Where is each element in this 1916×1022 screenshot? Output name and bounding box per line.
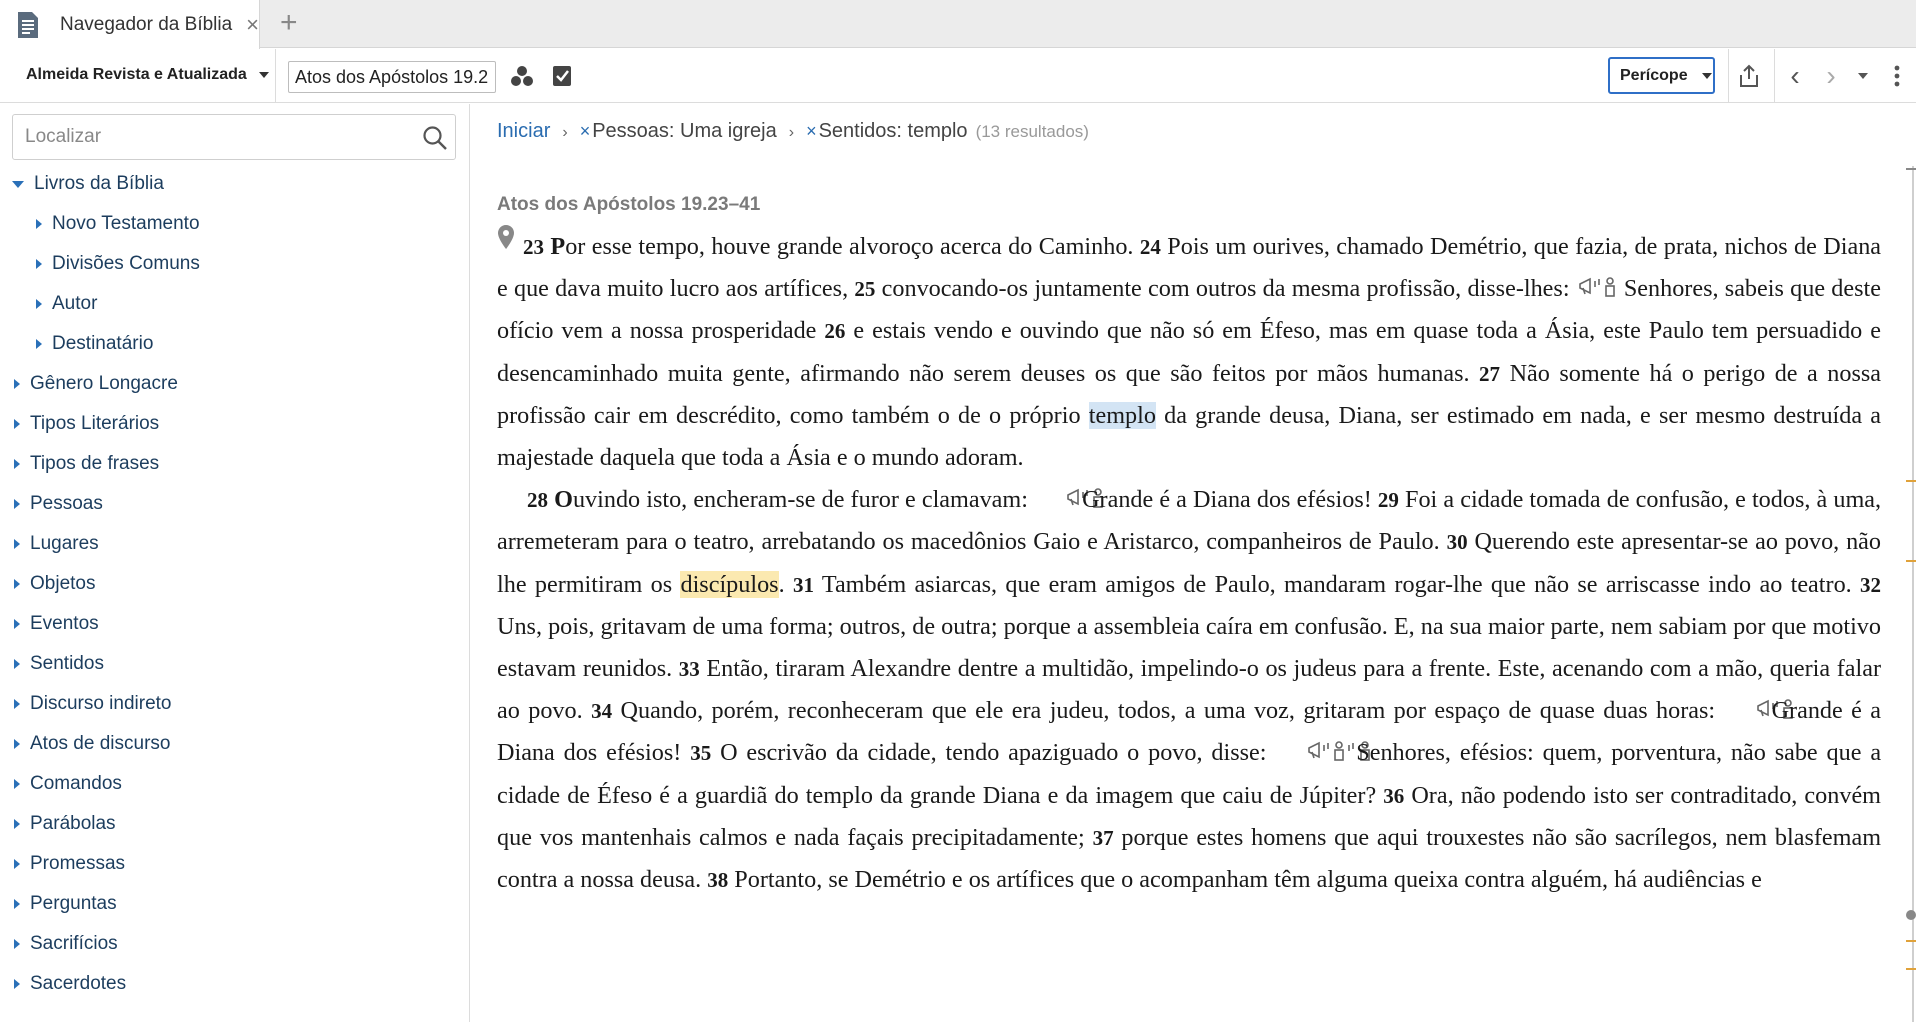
tab-title: Navegador da Bíblia — [60, 13, 233, 35]
verse-text: or esse tempo, houve grande alvoroço acerca do Caminho. — [565, 233, 1134, 260]
verse-text: Grande é a Diana dos efésios! — [497, 697, 1882, 767]
verse-text: Grande é a Diana dos efésios! — [1082, 486, 1372, 514]
chevron-down-icon — [259, 72, 269, 78]
tree-item[interactable] — [0, 284, 470, 324]
verse-text: Quando, porém, reconheceram que ele era judeu, todos, a uma voz, gritaram por espaço de quase duas horas: — [620, 697, 1716, 725]
verse-number[interactable]: 25 — [854, 277, 876, 302]
scroll-marker — [1906, 940, 1916, 942]
tree-item-label: Atos de discurso — [30, 733, 171, 754]
back-button[interactable] — [1778, 59, 1812, 93]
speech-icon[interactable] — [1036, 481, 1082, 503]
chevron-down-icon — [1858, 73, 1868, 79]
search-hit-templo[interactable]: templo — [1088, 401, 1156, 429]
verse-text: Também asiarcas, que eram amigos de Paulo, mandaram rogar-lhe que não se arriscasse indo ao teatro. — [821, 570, 1852, 598]
caret-down-icon[interactable] — [12, 181, 24, 188]
tree-item[interactable] — [0, 804, 470, 844]
checklist-button[interactable] — [545, 59, 579, 93]
tree-item-label: Lugares — [30, 533, 99, 554]
caret-right-icon[interactable] — [14, 859, 20, 869]
verse-text: Ora, não podendo isto ser contraditado, convém que vos mantenhais calmos e nada façais precipitadamente; — [497, 781, 1881, 851]
tree-item-label: Gênero Longacre — [30, 373, 178, 394]
tree-item-label: Eventos — [30, 613, 99, 634]
caret-right-icon[interactable] — [14, 419, 20, 429]
pericope-title: Atos dos Apóstolos 19.23–41 — [497, 194, 761, 215]
scroll-marker — [1906, 168, 1916, 170]
tree-item-label: Novo Testamento — [52, 213, 200, 234]
speech-icon[interactable] — [1277, 734, 1347, 756]
verse-number[interactable]: 35 — [690, 741, 712, 766]
forward-button[interactable] — [1814, 59, 1848, 93]
tree-item-label: Tipos de frases — [30, 453, 160, 474]
tab-bar — [0, 0, 1916, 48]
paragraph — [497, 479, 1881, 901]
toolbar-divider — [275, 49, 276, 103]
scrollbar-thumb[interactable] — [1906, 910, 1916, 920]
tree-item-label: Comandos — [30, 773, 122, 794]
tab-bible-browser[interactable] — [0, 0, 260, 49]
verse-text: . — [778, 570, 785, 598]
caret-right-icon[interactable] — [14, 459, 20, 469]
search-icon[interactable] — [422, 125, 448, 151]
verse-number[interactable]: 33 — [678, 657, 700, 682]
tree-item[interactable] — [0, 244, 470, 284]
tree-item-label: Perguntas — [30, 893, 117, 914]
verse-text: Uns, pois, gritavam de uma forma; outros, de outra; porque a assembleia caíra em confusão. E, na sua maior parte, nem sabiam por que motivo estavam reunidos. — [497, 612, 1881, 683]
speech-icon[interactable] — [1726, 692, 1772, 714]
visual-filter-button[interactable] — [505, 59, 539, 93]
verse-text: Senhores, sabeis que deste ofício vem a nossa prosperidade — [497, 275, 1882, 345]
caret-right-icon[interactable] — [14, 659, 20, 669]
verse-text: da grande deusa, Diana, ser estimado em nada, e ser mesmo destruída a majestade daquela que toda a Ásia e o mundo adoram. — [497, 401, 1882, 472]
verse-text: O escrivão da cidade, tendo apaziguado o povo, disse: — [720, 739, 1267, 767]
verse-number[interactable]: 37 — [1092, 825, 1114, 850]
history-dropdown-button[interactable] — [1846, 59, 1880, 93]
chevron-right-icon: › — [1826, 60, 1836, 91]
breadcrumb — [497, 120, 1089, 143]
tree-item[interactable] — [0, 764, 470, 804]
tree-item[interactable] — [0, 324, 470, 364]
scroll-marker — [1906, 968, 1916, 970]
new-tab-button[interactable]: + — [280, 6, 298, 39]
caret-right-icon[interactable] — [14, 379, 20, 389]
breadcrumb-filter-people[interactable]: Pessoas: Uma igreja — [592, 120, 777, 142]
tree-item-label: Sentidos — [30, 653, 104, 674]
caret-right-icon[interactable] — [14, 699, 20, 709]
bible-version-dropdown[interactable] — [26, 66, 269, 84]
tree-item[interactable] — [0, 924, 470, 964]
tree-item[interactable] — [0, 844, 470, 884]
tree-item[interactable] — [0, 164, 470, 204]
verse-text: convocando-os juntamente com outros da mesma profissão, disse-lhes: — [881, 275, 1570, 303]
verse-number[interactable]: 34 — [591, 699, 613, 724]
caret-right-icon[interactable] — [14, 819, 20, 829]
caret-right-icon[interactable] — [36, 259, 42, 269]
entity-highlight-disciples[interactable]: discípulos — [680, 570, 779, 598]
caret-right-icon[interactable] — [14, 499, 20, 509]
verse-text: Não somente há o perigo de a nossa profissão cair em descrédito, como também o de o próprio — [497, 359, 1882, 429]
verse-number[interactable]: 27 — [1479, 361, 1501, 386]
caret-right-icon[interactable] — [14, 539, 20, 549]
tree-item[interactable] — [0, 684, 470, 724]
verse-text: Pois um ourives, chamado Demétrio, que fazia, de prata, nichos de Diana e que dava muito lucro aos artífices, — [497, 233, 1882, 303]
tree-item[interactable] — [0, 404, 470, 444]
tree-item[interactable] — [0, 884, 470, 924]
tree-item-label: Livros da Bíblia — [34, 173, 164, 194]
reference-input[interactable] — [288, 61, 496, 93]
scrollbar-track[interactable] — [1912, 166, 1914, 1022]
share-icon — [1738, 64, 1760, 88]
caret-right-icon[interactable] — [14, 779, 20, 789]
caret-right-icon[interactable] — [14, 939, 20, 949]
drop-letter: P — [550, 233, 566, 260]
search-input[interactable] — [12, 114, 456, 160]
verse-number[interactable]: 38 — [707, 868, 729, 893]
verse-text: porque estes homens que aqui trouxestes não são sacrílegos, nem blasfemam contra a nossa deusa. — [497, 823, 1882, 894]
tree-item[interactable] — [0, 964, 470, 1004]
caret-right-icon[interactable] — [36, 339, 42, 349]
caret-right-icon[interactable] — [14, 899, 20, 909]
more-vertical-icon — [1894, 65, 1900, 87]
tree-item[interactable] — [0, 444, 470, 484]
breadcrumb-home-link[interactable]: Iniciar — [497, 120, 551, 142]
remove-filter-icon[interactable]: × — [806, 121, 817, 141]
toolbar-divider — [1774, 49, 1775, 103]
verse-text: uvindo isto, encheram-se de furor e clamavam: — [572, 486, 1028, 514]
verse-text: e estais vendo e ouvindo que não só em Éfeso, mas em quase toda a Ásia, este Paulo tem persuadido e desencaminhado muita gente, afirmando não serem deuses os que são feitos por mãos humanas. — [497, 317, 1882, 387]
tree-item[interactable] — [0, 604, 470, 644]
drop-letter: O — [554, 486, 573, 514]
caret-right-icon[interactable] — [14, 739, 20, 749]
tree-item[interactable] — [0, 564, 470, 604]
chevron-down-icon — [1702, 73, 1712, 79]
verse-number[interactable]: 36 — [1383, 783, 1405, 808]
category-tree — [0, 164, 470, 1004]
sidebar — [0, 104, 470, 1022]
tab-close-button[interactable]: × — [246, 11, 260, 37]
tree-item[interactable] — [0, 644, 470, 684]
pericope-label: Perícope — [1620, 66, 1688, 84]
bible-version-label: Almeida Revista e Atualizada — [26, 66, 247, 83]
caret-right-icon[interactable] — [14, 619, 20, 629]
tree-item-label: Tipos Literários — [30, 413, 160, 434]
caret-right-icon[interactable] — [14, 579, 20, 589]
pericope-dropdown[interactable] — [1608, 57, 1715, 94]
tree-item-label: Pessoas — [30, 493, 103, 514]
breadcrumb-separator: › — [788, 124, 795, 141]
scroll-marker — [1906, 480, 1916, 482]
toolbar-divider — [1728, 49, 1729, 103]
tree-item-label: Autor — [52, 293, 98, 314]
tree-item-label: Sacerdotes — [30, 973, 127, 994]
document-icon — [16, 11, 40, 39]
tree-item-label: Objetos — [30, 573, 96, 594]
tree-item-label: Parábolas — [30, 813, 116, 834]
bible-text — [497, 222, 1881, 901]
caret-right-icon[interactable] — [36, 219, 42, 229]
verse-number[interactable]: 28 — [527, 488, 548, 513]
verse-text: Senhores, efésios: quem, porventura, não sabe que a cidade de Éfeso é a guardiã do templo da grande Diana e da imagem que caiu de Júpiter? — [497, 739, 1882, 809]
tree-item[interactable] — [0, 724, 470, 764]
tree-item-label: Sacrifícios — [30, 933, 118, 954]
tree-item[interactable] — [0, 484, 470, 524]
tree-item-label: Destinatário — [52, 333, 154, 354]
more-menu-button[interactable] — [1880, 59, 1914, 93]
verse-number[interactable]: 31 — [792, 572, 814, 597]
speech-icon[interactable] — [1578, 270, 1624, 292]
circles-icon — [510, 65, 534, 87]
breadcrumb-separator: › — [562, 124, 568, 141]
verse-number[interactable]: 24 — [1139, 235, 1161, 259]
tree-item-label: Discurso indireto — [30, 693, 172, 714]
verse-text: Foi a cidade tomada de confusão, e todos, à uma, arremeteram para o teatro, arrebatando os macedônios Gaio e Aristarco, companheiros de Paulo. — [497, 486, 1882, 556]
share-button[interactable] — [1732, 59, 1766, 93]
main-content — [471, 104, 1916, 1022]
verse-number[interactable]: 32 — [1860, 572, 1882, 597]
verse-text: Portanto, se Demétrio e os artífices que o acompanham têm alguma queixa contra alguém, há audiências e — [734, 866, 1762, 894]
verse-number[interactable]: 30 — [1446, 530, 1468, 555]
caret-right-icon[interactable] — [14, 979, 20, 989]
tree-item[interactable] — [0, 204, 470, 244]
remove-filter-icon[interactable]: × — [579, 121, 591, 141]
verse-number[interactable]: 29 — [1377, 488, 1399, 513]
verse-number[interactable]: 26 — [824, 319, 846, 344]
results-count: (13 resultados) — [975, 122, 1089, 141]
scroll-marker — [1906, 560, 1916, 562]
toolbar — [0, 49, 1916, 103]
breadcrumb-filter-senses[interactable]: Sentidos: templo — [818, 120, 968, 142]
chevron-left-icon: ‹ — [1790, 60, 1800, 91]
checkbox-icon — [552, 65, 572, 87]
verse-number[interactable]: 23 — [523, 235, 544, 259]
tree-item[interactable] — [0, 524, 470, 564]
tree-item[interactable] — [0, 364, 470, 404]
verse-text: Querendo este apresentar-se ao povo, não lhe permitiram os — [497, 528, 1882, 598]
map-pin-icon[interactable] — [497, 222, 515, 248]
verse-text: Então, tiraram Alexandre dentre a multidão, impelindo-o os judeus para a frente. Este, acenando com a mão, queria falar ao povo. — [497, 655, 1882, 725]
caret-right-icon[interactable] — [36, 299, 42, 309]
paragraph — [497, 222, 1881, 479]
tree-item-label: Divisões Comuns — [52, 253, 200, 274]
tree-item-label: Promessas — [30, 853, 126, 874]
